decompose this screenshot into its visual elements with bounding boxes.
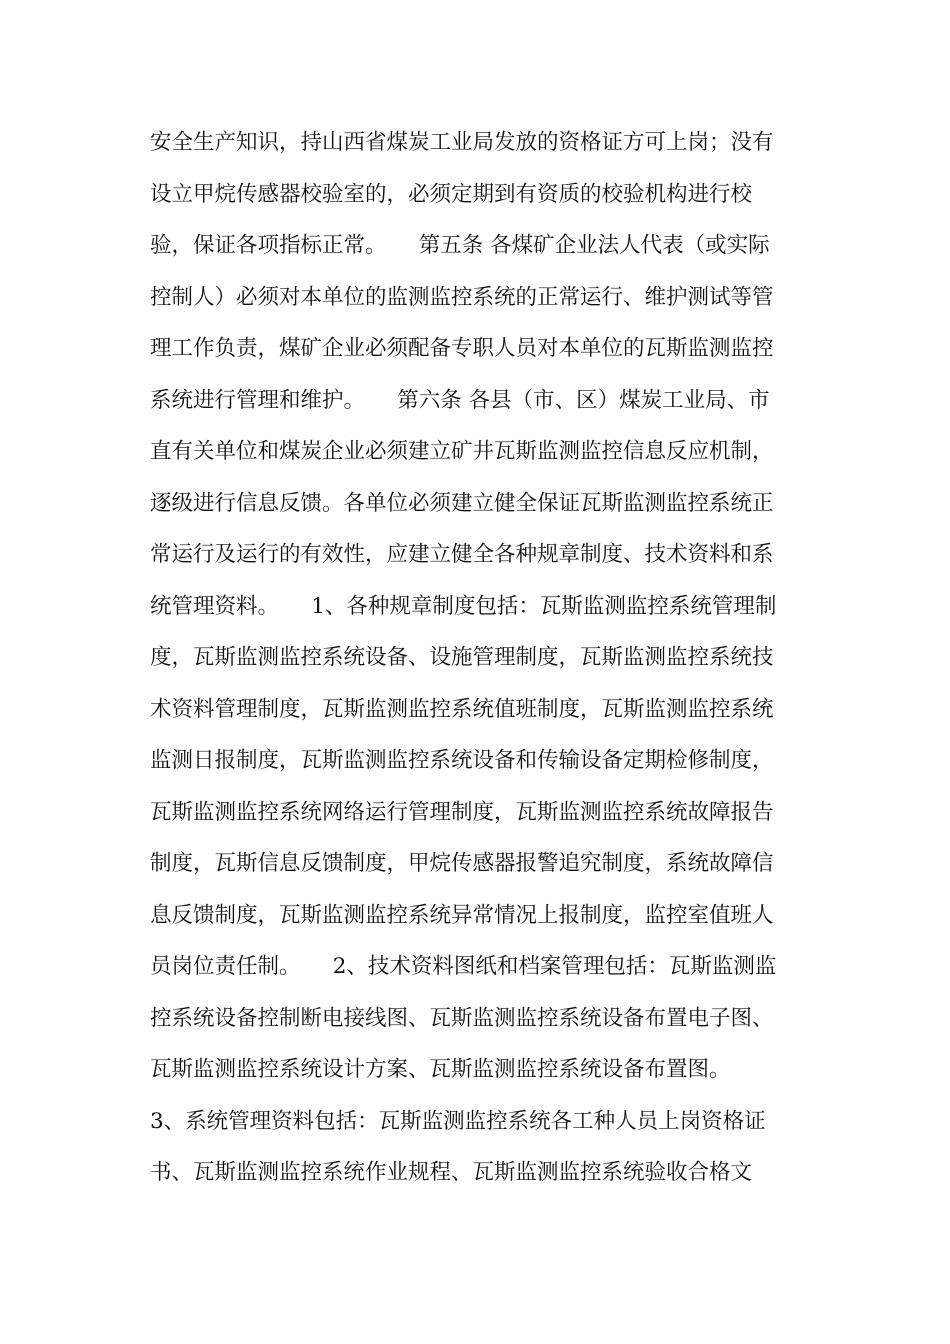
text-line: 监测日报制度，瓦斯监测监控系统设备和传输设备定期检修制度，	[150, 748, 774, 773]
text-line: 瓦斯监测监控系统设计方案、瓦斯监测监控系统设备布置图。	[150, 1057, 731, 1082]
text-line: 统管理资料。 1、各种规章制度包括：瓦斯监测监控系统管理制	[150, 593, 777, 619]
text-line: 直有关单位和煤炭企业必须建立矿井瓦斯监测监控信息反应机制，	[150, 439, 774, 464]
text-line: 书、瓦斯监测监控系统作业规程、瓦斯监测监控系统验收合格文	[150, 1160, 753, 1185]
text-line: 常运行及运行的有效性，应建立健全各种规章制度、技术资料和系	[150, 542, 774, 567]
text-line: 逐级进行信息反馈。各单位必须建立健全保证瓦斯监测监控系统正	[150, 490, 774, 516]
text-line: 度，瓦斯监测监控系统设备、设施管理制度，瓦斯监测监控系统技	[150, 645, 774, 670]
text-line: 瓦斯监测监控系统网络运行管理制度，瓦斯监测监控系统故障报告	[150, 799, 774, 825]
text-line: 员岗位责任制。 2、技术资料图纸和档案管理包括：瓦斯监测监	[150, 954, 777, 979]
text-line: 理工作负责，煤矿企业必须配备专职人员对本单位的瓦斯监测监控	[150, 336, 774, 361]
text-line: 验，保证各项指标正常。 第五条 各煤矿企业法人代表（或实际	[150, 233, 770, 258]
text-line: 3、系统管理资料包括：瓦斯监测监控系统各工种人员上岗资格证	[150, 1108, 766, 1134]
text-line: 控制人）必须对本单位的监测监控系统的正常运行、维护测试等管	[150, 284, 774, 310]
text-line: 术资料管理制度，瓦斯监测监控系统值班制度，瓦斯监测监控系统	[150, 696, 774, 722]
body-text	[150, 117, 810, 1199]
text-line: 设立甲烷传感器校验室的，必须定期到有资质的校验机构进行校	[150, 181, 753, 207]
text-line: 制度，瓦斯信息反馈制度，甲烷传感器报警追究制度，系统故障信	[150, 851, 774, 876]
text-line: 安全生产知识，持山西省煤炭工业局发放的资格证方可上岗；没有	[150, 130, 774, 155]
text-line: 控系统设备控制断电接线图、瓦斯监测监控系统设备布置电子图、	[150, 1005, 774, 1031]
text-line: 系统进行管理和维护。 第六条 各县（市、区）煤炭工业局、市	[150, 387, 770, 413]
text-line: 息反馈制度，瓦斯监测监控系统异常情况上报制度，监控室值班人	[150, 902, 774, 928]
